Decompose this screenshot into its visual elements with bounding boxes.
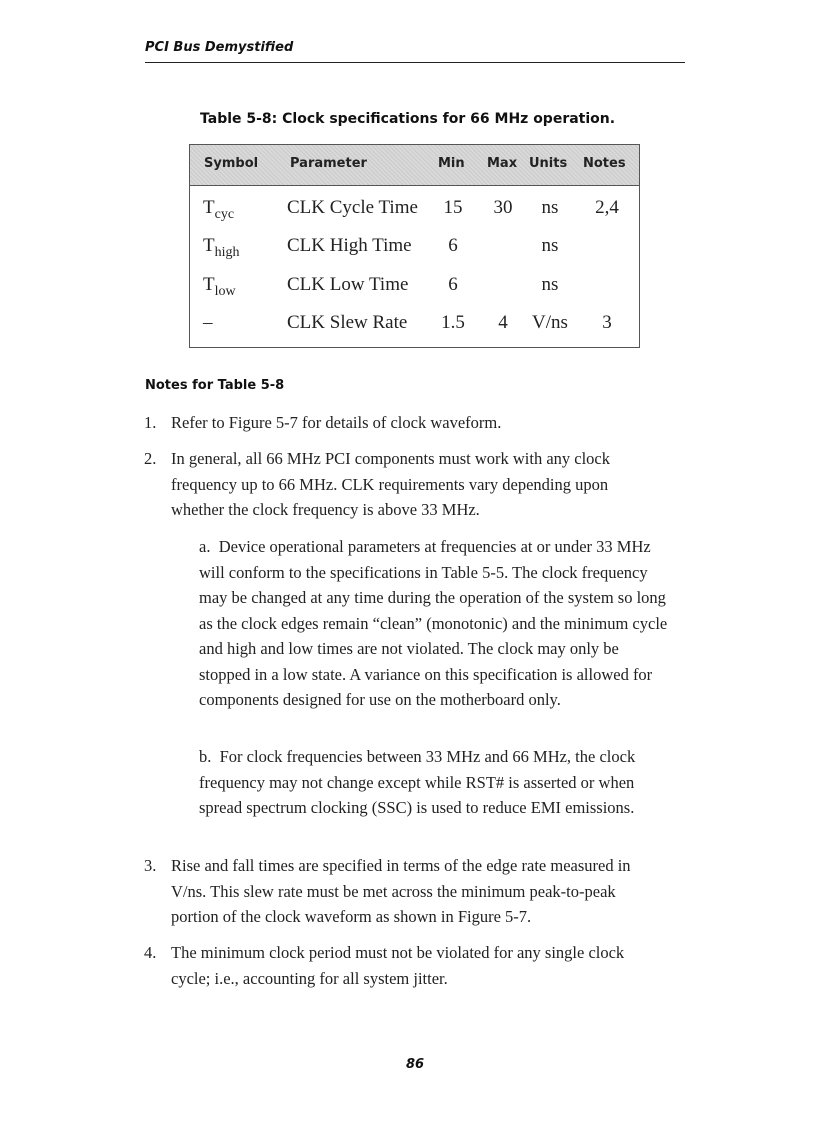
parameter-cell: CLK Low Time <box>287 274 409 295</box>
note-text: a. Device operational parameters at frequencies at or under 33 MHz will conform to the specifications in Table 5-5. The clock frequency may be changed at any time during the operation of the system so long as the clock edges remain “clean” (monotonic) and the minimum cycle and high and low times are not violated. The clock may only be stopped in a low state. A variance on this specification is allowed for components designed for use on the motherboard only. <box>199 537 668 709</box>
column-header-parameter: Parameter <box>290 156 367 171</box>
note-item <box>144 410 651 436</box>
units-cell: ns <box>541 274 559 295</box>
units-cell: ns <box>541 197 559 218</box>
parameter-cell: CLK High Time <box>287 235 412 256</box>
column-header-notes: Notes <box>583 156 626 171</box>
note-text: Rise and fall times are specified in terms of the edge rate measured in V/ns. This slew rate must be met across the minimum peak-to-peak portion of the clock waveform as shown in Figure 5-7. <box>171 856 631 926</box>
notes-cell: 3 <box>602 312 612 333</box>
note-item <box>144 940 651 991</box>
note-text: The minimum clock period must not be violated for any single clock cycle; i.e., accounting for all system jitter. <box>171 943 625 988</box>
column-header-units: Units <box>529 156 568 171</box>
note-number: 3. <box>144 856 157 875</box>
column-header-min: Min <box>438 156 465 171</box>
note-letter: a. <box>199 537 211 556</box>
symbol-cell: – <box>203 312 213 333</box>
min-cell: 1.5 <box>441 312 465 333</box>
units-cell: V/ns <box>532 312 568 333</box>
min-cell: 6 <box>448 235 458 256</box>
clock-spec-table <box>189 144 640 348</box>
table-row <box>190 227 639 265</box>
parameter-cell: CLK Slew Rate <box>287 312 408 333</box>
column-header-max: Max <box>487 156 518 171</box>
min-cell: 6 <box>448 274 458 295</box>
note-item <box>144 446 633 523</box>
note-subitem <box>199 744 661 821</box>
units-cell: ns <box>541 235 559 256</box>
note-text: In general, all 66 MHz PCI components must work with any clock frequency up to 66 MHz. CLK requirements vary depending upon whether the clock frequency is above 33 MHz. <box>171 449 610 519</box>
running-header: PCI Bus Demystified <box>145 40 294 55</box>
symbol-cell: $T_{high}$ <box>203 235 240 260</box>
max-cell: 4 <box>498 312 508 333</box>
table-header-row <box>190 145 639 186</box>
column-header-symbol: Symbol <box>204 156 259 171</box>
min-cell: 15 <box>443 197 463 218</box>
table-row <box>190 266 639 304</box>
note-text: Refer to Figure 5-7 for details of clock waveform. <box>171 413 502 432</box>
notes-heading: Notes for Table 5-8 <box>145 378 285 393</box>
table-row <box>190 304 639 342</box>
note-subitem <box>199 534 669 713</box>
max-cell: 30 <box>493 197 513 218</box>
header-rule <box>145 62 685 63</box>
table-row <box>190 189 639 227</box>
symbol-cell: $T_{cyc}$ <box>203 197 235 222</box>
note-number: 2. <box>144 449 157 468</box>
note-number: 1. <box>144 413 157 432</box>
table-caption: Table 5-8: Clock specifications for 66 MHz operation. <box>200 111 616 127</box>
symbol-cell: $T_{low}$ <box>203 274 236 299</box>
note-text: b. For clock frequencies between 33 MHz and 66 MHz, the clock frequency may not change except while RST# is asserted or when spread spectrum clocking (SSC) is used to reduce EMI emissions. <box>199 747 636 817</box>
note-number: 4. <box>144 943 157 962</box>
parameter-cell: CLK Cycle Time <box>287 197 418 218</box>
page-number: 86 <box>405 1057 425 1072</box>
note-item <box>144 853 651 930</box>
note-letter: b. <box>199 747 212 766</box>
notes-cell: 2,4 <box>595 197 619 218</box>
